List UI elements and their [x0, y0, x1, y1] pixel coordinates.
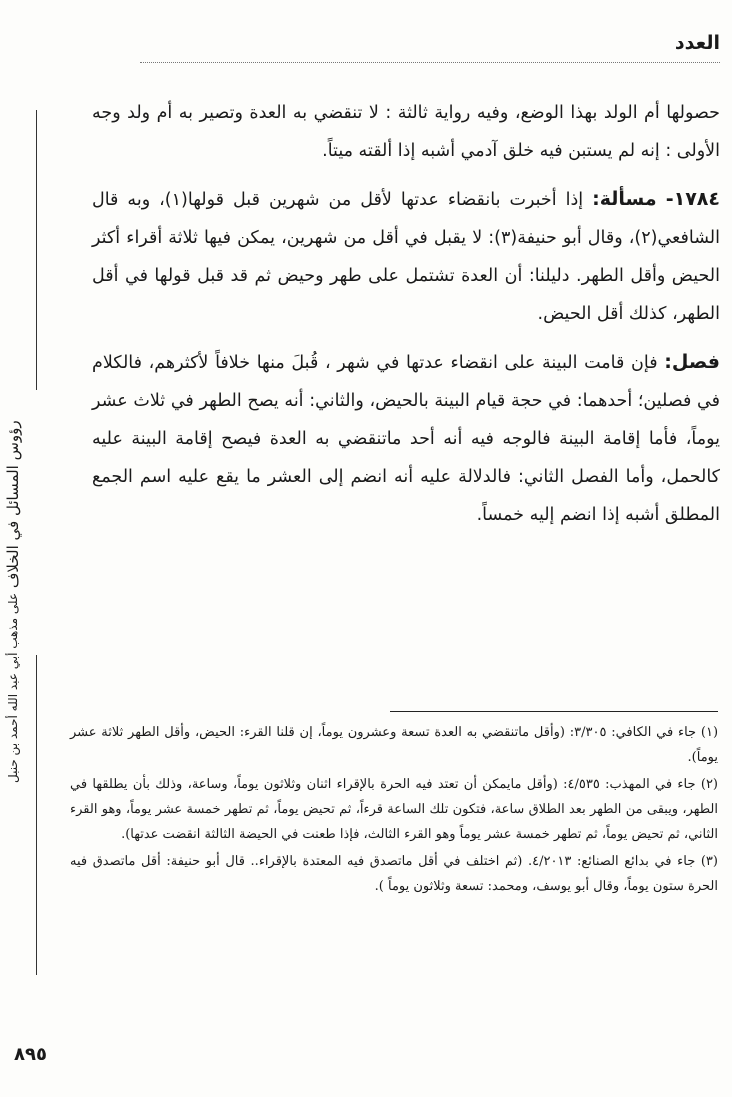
section-text: فإن قامت البينة على انقضاء عدتها في شهر ، قُبلَ منها خلافاً لأكثرهم، فالكلام في فصلين؛ أحدهما: في حجة قيام البينة بالحيض، والثاني: أنه يصح الطهر في ثلاث عشر يوماً، فأما إقامة البينة فالوجه فيه أنه أحد ماتنقضي به العدة فيصح إقامة البينة عليه كالحمل، وأما الفصل الثاني: فالدلالة عليه أنه انضم إلى العشر ما يقع عليه اسم الجمع المطلق أشبه إذا انضم إليه خمساً. [92, 353, 720, 525]
side-rule-bottom [36, 655, 37, 975]
side-book-title [4, 420, 44, 783]
issue-number: ١٧٨٤- [665, 188, 720, 210]
author-line: على مذهب أبي عبد الله أحمد بن حنبل [6, 592, 20, 783]
running-header [140, 32, 720, 63]
footnote-3: (٣) جاء في بدائع الصنائع: ٤/٢٠١٣. (ثم اختلف في أقل ماتصدق فيه المعتدة بالإقراء.. قال أبو حنيفة: أقل ماتصدق فيه الحرة ستون يوماً، وقال أبو يوسف، ومحمد: تسعة وثلاثون يوماً ). [70, 854, 718, 894]
book-title: رؤوس المسائل في الخلاف [4, 420, 22, 588]
issue-paragraph [92, 180, 720, 333]
footnote-2: (٢) جاء في المهذب: ٤/٥٣٥: (وأقل مايمكن أن تعتد فيه الحرة بالإقراء اثنان وثلاثون يوماً، وساعة، وذلك بأن يطلقها في الطهر، ويبقى من الطهر بعد الطلاق ساعة، فتكون تلك الساعة قرءاً، ثم تحيض يوماً، ثم تطهر خمسة عشر يوماً، وهو القرء الثاني، ثم تحيض يوماً، ثم تطهر خمسة عشر يوماً وهو القرء الثالث، فإذا طعنت في الحيضة الثالثة انقضت عدتها). [70, 777, 718, 842]
issue-label: مسألة: [592, 188, 657, 210]
paragraph-continuation: حصولها أم الولد بهذا الوضع، وفيه رواية ثالثة : لا تنقضي به العدة وتصير به أم ولد وجه الأولى : إنه لم يستبن فيه خلق آدمي أشبه إذا ألقته ميتاً. [92, 103, 720, 161]
chapter-title: العدد [674, 32, 720, 54]
section-paragraph [92, 343, 720, 534]
footnote-1: (١) جاء في الكافي: ٣/٣٠٥: (وأقل ماتنقضي به العدة تسعة وعشرون يوماً، إن قلنا القرء: الحيض، وأقل الطهر ثلاثة عشر يوماً). [70, 725, 719, 765]
issue-text: إذا أخبرت بانقضاء عدتها لأقل من شهرين قبل قولها(١)، وبه قال الشافعي(٢)، وقال أبو حنيفة(٣): لا يقبل في أقل من شهرين، يمكن فيها ثلاثة أقراء أكثر الحيض وأقل الطهر. دليلنا: أن العدة تشتمل على طهر وحيض ثم قد قبل قولها في أقل الطهر، كذلك أقل الحيض. [92, 190, 720, 324]
side-rule-top [36, 110, 37, 390]
footnotes [70, 720, 718, 901]
section-label: فصل: [664, 351, 720, 373]
page-number: ٨٩٥ [14, 1044, 47, 1065]
footnote-separator [390, 711, 718, 712]
main-text [92, 94, 720, 544]
